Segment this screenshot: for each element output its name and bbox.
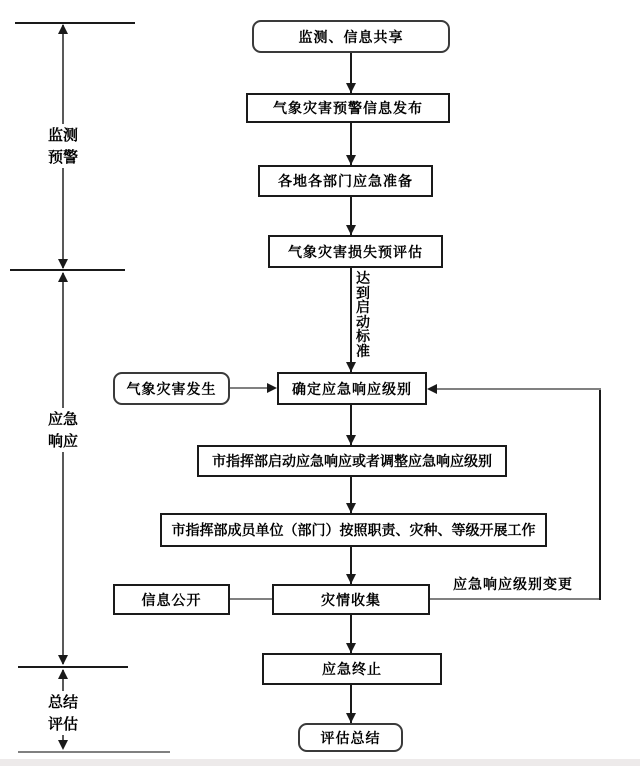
edge-label-reach-standard: 达到启动标准 bbox=[356, 271, 370, 360]
node-determine-level: 确定应急响应级别 bbox=[277, 372, 427, 405]
phase-divider-top bbox=[15, 22, 135, 24]
arrow-launch-to-members bbox=[350, 477, 352, 513]
arrowhead-up-icon bbox=[58, 669, 68, 679]
arrow-preparation-to-assessment bbox=[350, 197, 352, 235]
node-disaster-info-collection: 灾情收集 bbox=[272, 584, 430, 615]
node-emergency-termination: 应急终止 bbox=[262, 653, 442, 685]
phase-label-line: 应急 bbox=[47, 410, 78, 428]
arrowhead-down-icon bbox=[58, 655, 68, 665]
node-warning-release: 气象灾害预警信息发布 bbox=[246, 93, 450, 123]
node-members-carry-out: 市指挥部成员单位（部门）按照职责、灾种、等级开展工作 bbox=[160, 513, 547, 547]
arrowhead-up-icon bbox=[58, 272, 68, 282]
arrowhead-up-icon bbox=[58, 24, 68, 34]
arrow-determine-to-launch bbox=[350, 405, 352, 445]
node-disaster-occurs: 气象灾害发生 bbox=[113, 372, 230, 405]
feedback-top-segment bbox=[437, 388, 601, 390]
arrow-members-to-collection bbox=[350, 547, 352, 584]
arrow-termination-to-summary bbox=[350, 685, 352, 723]
connector-occurs-to-determine bbox=[230, 387, 270, 389]
feedback-vertical-segment bbox=[599, 388, 601, 600]
arrow-assessment-to-determine bbox=[350, 268, 352, 372]
arrow-monitor-to-warning bbox=[350, 53, 352, 93]
arrowhead-down-icon bbox=[58, 259, 68, 269]
node-launch-or-adjust: 市指挥部启动应急响应或者调整应急响应级别 bbox=[197, 445, 507, 477]
node-info-disclosure: 信息公开 bbox=[113, 584, 230, 615]
arrow-warning-to-preparation bbox=[350, 123, 352, 165]
node-monitor-share: 监测、信息共享 bbox=[252, 20, 450, 53]
node-dept-preparation: 各地各部门应急准备 bbox=[258, 165, 433, 197]
node-loss-pre-assessment: 气象灾害损失预评估 bbox=[268, 235, 443, 268]
window-bottom-edge bbox=[0, 759, 640, 766]
phase-label-line: 预警 bbox=[47, 148, 78, 166]
edge-label-level-change: 应急响应级别变更 bbox=[453, 577, 573, 593]
connector-disclosure-to-collection bbox=[230, 598, 272, 600]
feedback-bottom-segment bbox=[430, 598, 601, 600]
phase-divider-middle bbox=[10, 269, 125, 271]
phase-label-line: 评估 bbox=[47, 715, 78, 733]
phase-divider-lower bbox=[18, 666, 128, 668]
phase-label-line: 监测 bbox=[47, 126, 78, 144]
phase-label-line: 总结 bbox=[47, 693, 78, 711]
phase-divider-bottom bbox=[18, 751, 170, 753]
arrowhead-down-icon bbox=[58, 740, 68, 750]
phase-rail-segment-2 bbox=[62, 273, 64, 664]
node-evaluation-summary: 评估总结 bbox=[298, 723, 403, 752]
phase-label-line: 响应 bbox=[47, 432, 78, 450]
phase-label-evaluation bbox=[36, 691, 90, 735]
arrowhead-left-icon bbox=[427, 384, 437, 394]
arrowhead-right-icon bbox=[267, 383, 277, 393]
phase-label-monitoring bbox=[36, 124, 90, 168]
phase-label-response bbox=[36, 408, 90, 452]
arrow-collection-to-termination bbox=[350, 615, 352, 653]
